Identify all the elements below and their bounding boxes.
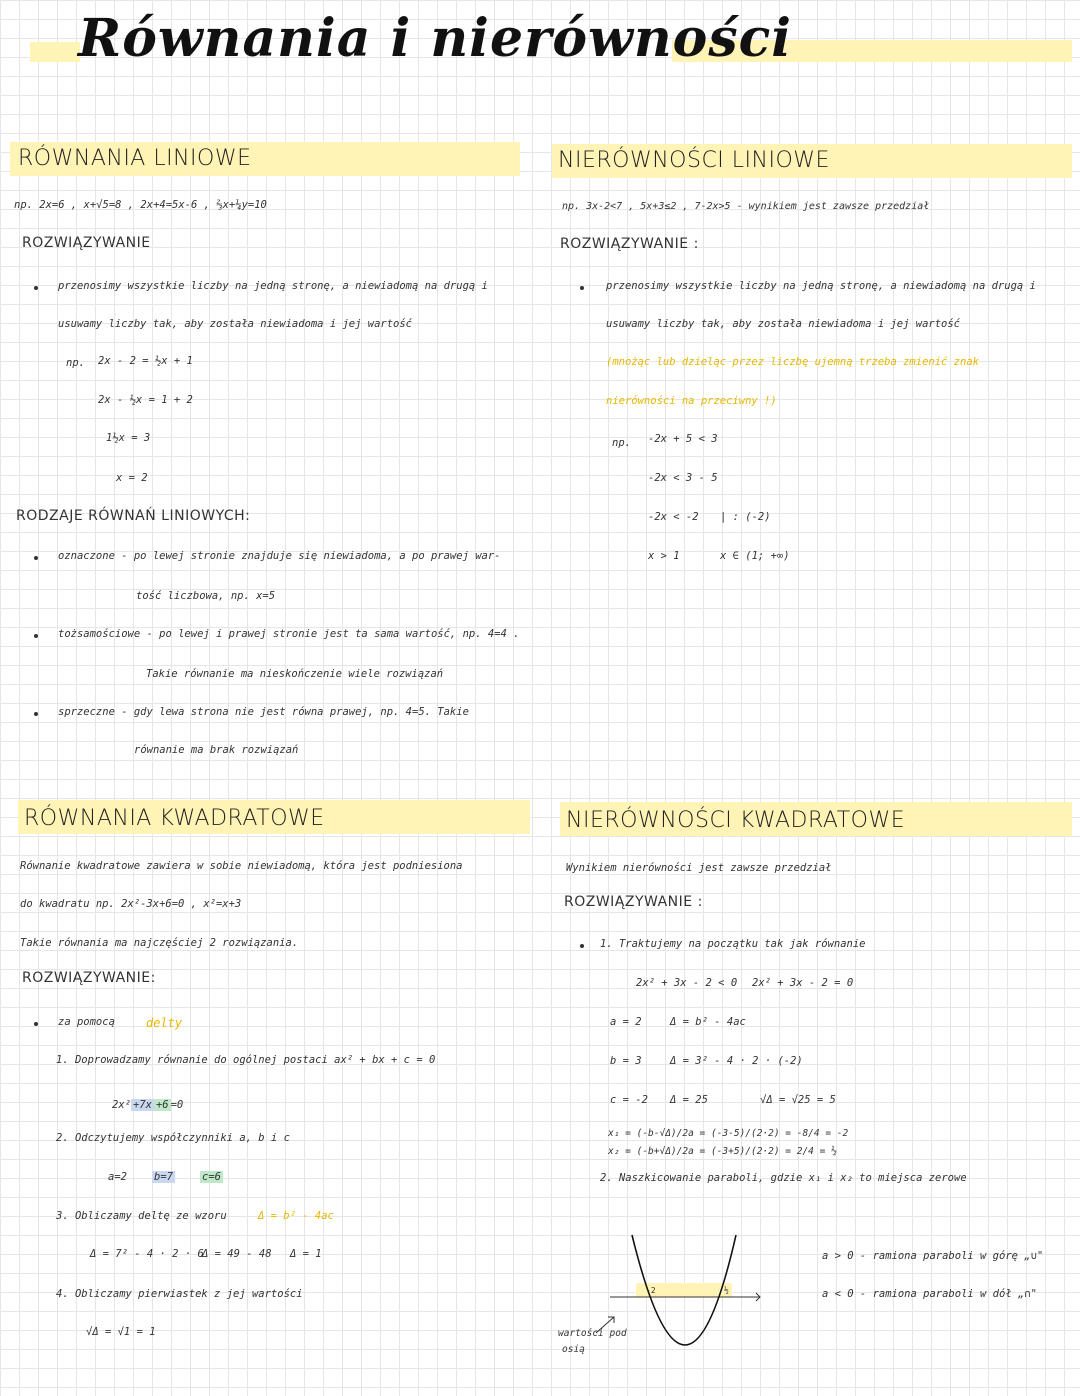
quad-eq-line1: Równanie kwadratowe zawiera w sobie niewiadomą, która jest podniesiona <box>20 860 463 872</box>
quad-eq-step4-calc: √Δ = √1 = 1 <box>86 1326 156 1338</box>
quad-eq-solving: ROZWIĄZYWANIE: <box>22 970 156 986</box>
quad-eq-c-value: c=6 <box>202 1171 221 1183</box>
quad-ineq-delta-value: Δ = 25 <box>670 1094 708 1106</box>
quad-eq-step3-calc1: Δ = 7² - 4 · 2 · 6 <box>90 1248 204 1260</box>
lin-ineq-ex4b: x ∈ (1; +∞) <box>720 550 790 562</box>
lin-eq-type3a: sprzeczne - gdy lewa strona nie jest równa prawej, np. 4=5. Takie <box>58 706 469 718</box>
lin-ineq-warning2: nierówności na przeciwny !) <box>606 395 777 407</box>
bullet <box>34 286 38 290</box>
lin-eq-heading: RÓWNANIA LINIOWE <box>18 146 252 171</box>
lin-ineq-warning1: (mnożąc lub dzieląc przez liczbę ujemną trzeba zmienić znak <box>606 356 979 368</box>
bullet <box>34 556 38 560</box>
lin-ineq-solving: ROZWIĄZYWANIE : <box>560 236 699 252</box>
coef-c-term: +6 <box>155 1099 169 1111</box>
lin-ineq-examples: np. 3x-2<7 , 5x+3≤2 , 7-2x>5 - wynikiem jest zawsze przedział <box>562 201 930 212</box>
lin-ineq-ex4: x > 1 <box>648 550 680 562</box>
equals-zero: =0 <box>170 1099 184 1111</box>
quad-ineq-a: a = 2 <box>610 1016 642 1028</box>
lin-ineq-ex2: -2x < 3 - 5 <box>648 472 718 484</box>
quad-eq-step2: 2. Odczytujemy współczynniki a, b i c <box>56 1132 290 1144</box>
bullet <box>34 712 38 716</box>
lin-ineq-ex-label: np. <box>612 437 631 449</box>
lin-eq-ex1: 2x - 2 = ½x + 1 <box>98 355 193 367</box>
lin-eq-step1a: przenosimy wszystkie liczby na jedną stronę, a niewiadomą na drugą i <box>58 280 488 292</box>
quad-ineq-step2: 2. Naszkicowanie paraboli, gdzie x₁ i x₂ to miejsca zerowe <box>600 1172 967 1184</box>
root1-label: -2 <box>646 1286 656 1295</box>
bullet <box>580 944 584 948</box>
quad-ineq-line1: Wynikiem nierówności jest zawsze przedział <box>566 862 832 874</box>
lin-eq-type2b: Takie równanie ma nieskończenie wiele rozwiązań <box>146 668 444 680</box>
bullet <box>34 1022 38 1026</box>
lin-ineq-heading: NIERÓWNOŚCI LINIOWE <box>558 148 830 173</box>
lin-eq-type1a: oznaczone - po lewej stronie znajduje się niewiadoma, a po prawej war- <box>58 550 501 562</box>
quad-ineq-step1: 1. Traktujemy na początku tak jak równanie <box>600 938 866 950</box>
below-axis-label2: osią <box>562 1344 585 1355</box>
quad-eq-delta-word: delty <box>146 1016 183 1030</box>
coef-a-term: 2x² <box>112 1099 131 1111</box>
lin-eq-examples: np. 2x=6 , x+√5=8 , 2x+4=5x-6 , ⅔x+¼y=10 <box>14 199 267 211</box>
bullet <box>580 286 584 290</box>
lin-eq-ex2: 2x - ½x = 1 + 2 <box>98 394 193 406</box>
quad-eq-delta-pre: za pomocą <box>58 1016 115 1028</box>
quad-eq-step3: 3. Obliczamy deltę ze wzoru <box>56 1210 227 1222</box>
quad-ineq-c: c = -2 <box>610 1094 648 1106</box>
quad-ineq-sqrt: √Δ = √25 = 5 <box>760 1094 836 1106</box>
quad-ineq-delta-formula: Δ = b² - 4ac <box>670 1016 746 1028</box>
lin-eq-ex-label: np. <box>66 357 85 369</box>
bullet <box>34 634 38 638</box>
quad-ineq-x2: x₂ = (-b+√Δ)/2a = (-3+5)/(2·2) = 2/4 = ½ <box>608 1146 837 1157</box>
quad-eq-step3-calc3: Δ = 1 <box>290 1248 322 1260</box>
quad-eq-step3-calc2: Δ = 49 - 48 <box>202 1248 272 1260</box>
lin-eq-type2a: tożsamościowe - po lewej i prawej stronie jest ta sama wartość, np. 4=4 . <box>58 628 520 640</box>
quad-ineq-equation: 2x² + 3x - 2 = 0 <box>752 977 854 989</box>
quad-eq-step1: 1. Doprowadzamy równanie do ogólnej postaci ax² + bx + c = 0 <box>56 1054 436 1066</box>
quad-ineq-solving: ROZWIĄZYWANIE : <box>564 894 703 910</box>
quad-eq-a-value: a=2 <box>108 1171 127 1183</box>
parabola-sketch <box>590 1225 770 1375</box>
lin-eq-type1b: tość liczbowa, np. x=5 <box>136 590 276 602</box>
lin-ineq-ex3b: | : (-2) <box>720 511 771 523</box>
title-highlight-left <box>30 42 80 62</box>
lin-eq-step1b: usuwamy liczby tak, aby została niewiadoma i jej wartość <box>58 318 413 330</box>
lin-ineq-step1b: usuwamy liczby tak, aby została niewiadoma i jej wartość <box>606 318 961 330</box>
root2-label: ½ <box>724 1286 729 1295</box>
quad-eq-step3-formula: Δ = b² - 4ac <box>258 1210 334 1222</box>
quad-eq-step1-equation <box>112 1093 183 1112</box>
quad-ineq-note1: a > 0 - ramiona paraboli w górę „∪" <box>822 1250 1044 1262</box>
quad-eq-line3: Takie równania ma najczęściej 2 rozwiązania. <box>20 937 299 949</box>
quad-ineq-delta-calc: Δ = 3² - 4 · 2 · (-2) <box>670 1055 803 1067</box>
lin-eq-types-heading: RODZAJE RÓWNAŃ LINIOWYCH: <box>16 508 251 524</box>
quad-ineq-heading: NIERÓWNOŚCI KWADRATOWE <box>566 808 906 833</box>
lin-eq-solving: ROZWIĄZYWANIE <box>22 235 151 251</box>
quad-ineq-note2: a < 0 - ramiona paraboli w dół „∩" <box>822 1288 1037 1300</box>
quad-ineq-b: b = 3 <box>610 1055 642 1067</box>
coef-b-term: +7x <box>132 1099 152 1111</box>
lin-eq-type3b: równanie ma brak rozwiązań <box>134 744 299 756</box>
below-axis-label1: wartości pod <box>558 1328 627 1339</box>
lin-ineq-step1a: przenosimy wszystkie liczby na jedną stronę, a niewiadomą na drugą i <box>606 280 1036 292</box>
quad-eq-b-value: b=7 <box>154 1171 173 1183</box>
lin-ineq-ex1: -2x + 5 < 3 <box>648 433 718 445</box>
lin-eq-ex3: 1½x = 3 <box>106 432 151 444</box>
quad-ineq-x1: x₁ = (-b-√Δ)/2a = (-3-5)/(2·2) = -8/4 = -2 <box>608 1128 849 1139</box>
page-title: Równania i nierówności <box>78 8 793 69</box>
quad-eq-step4: 4. Obliczamy pierwiastek z jej wartości <box>56 1288 303 1300</box>
lin-eq-ex4: x = 2 <box>116 472 148 484</box>
quad-eq-line2: do kwadratu np. 2x²-3x+6=0 , x²=x+3 <box>20 898 242 910</box>
lin-ineq-ex3: -2x < -2 <box>648 511 699 523</box>
quad-eq-heading: RÓWNANIA KWADRATOWE <box>24 806 325 831</box>
quad-ineq-inequality: 2x² + 3x - 2 < 0 <box>636 977 738 989</box>
